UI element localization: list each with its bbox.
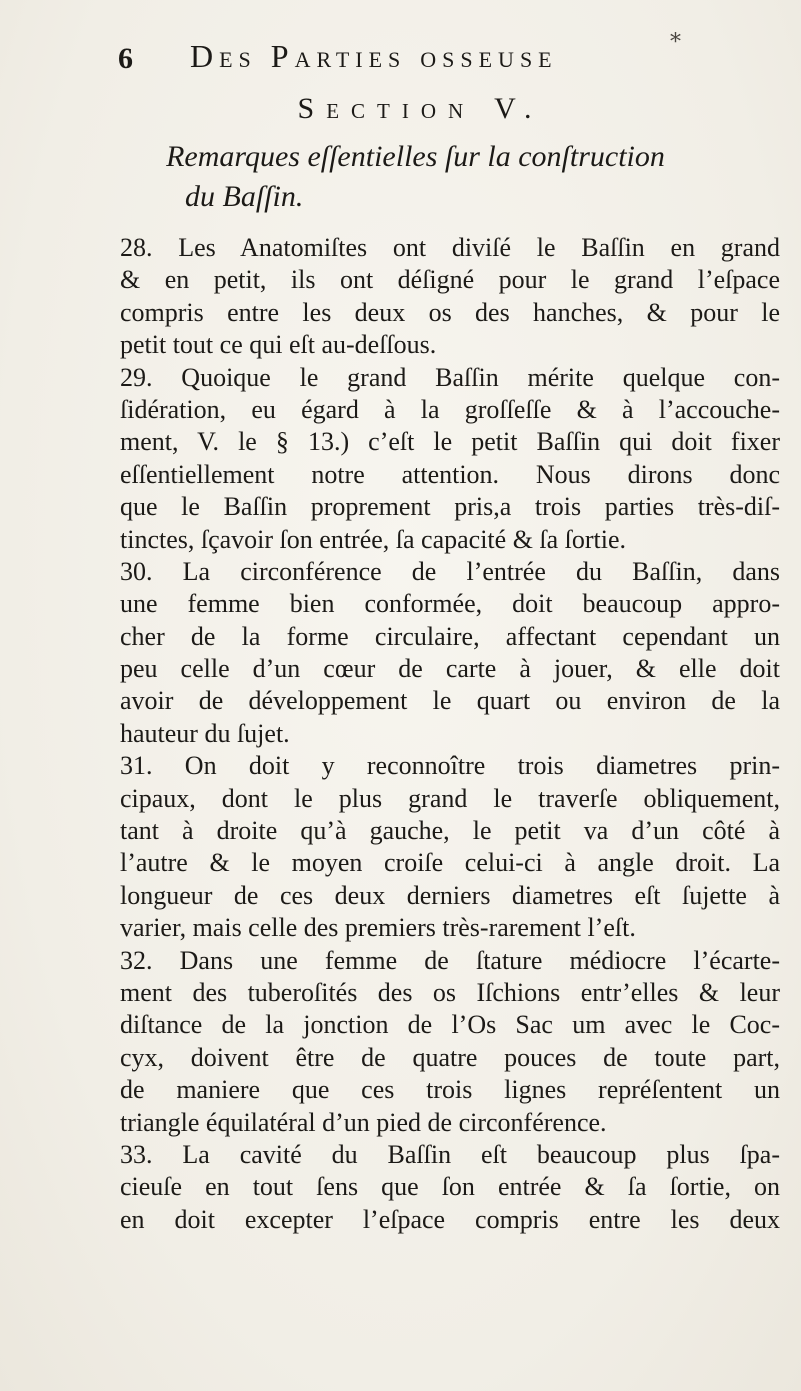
- text-line: 30. La circonférence de l’entrée du Baſſin, dans: [120, 556, 780, 586]
- text-line: 31. On doit y reconnoître trois diametres prin-: [120, 751, 780, 781]
- text-line: cieuſe en tout ſens que ſon entrée & ſa ſortie, on: [120, 1172, 780, 1202]
- text-line: 32. Dans une femme de ſtature médiocre l’écarte-: [120, 945, 780, 975]
- text-line: tinctes, ſçavoir ſon entrée, ſa capacité & ſa ſortie.: [120, 524, 627, 554]
- text-line: eſſentiellement notre attention. Nous dirons donc: [120, 459, 780, 489]
- text-line: l’autre & le moyen croiſe celui-ci à angle droit. La: [120, 848, 780, 878]
- text-line: 33. La cavité du Baſſin eſt beaucoup plus ſpa-: [120, 1139, 780, 1169]
- text-line: triangle équilatéral d’un pied de circonférence.: [120, 1107, 607, 1137]
- section-subtitle-line-1: Remarques eſſentielles ſur la conſtruction: [166, 140, 665, 173]
- section-subtitle-line-2: du Baſſin.: [185, 180, 304, 213]
- text-line: avoir de développement le quart ou environ de la: [120, 686, 780, 716]
- text-line: petit tout ce qui eſt au-deſſous.: [120, 330, 437, 360]
- running-head: [118, 38, 758, 86]
- text-line: & en petit, ils ont déſigné pour le grand l’eſpace: [120, 265, 780, 295]
- text-line: une femme bien conformée, doit beaucoup appro-: [120, 589, 780, 619]
- text-line: que le Baſſin proprement pris,a trois parties très-diſ-: [120, 492, 780, 522]
- text-line: peu celle d’un cœur de carte à jouer, & elle doit: [120, 654, 780, 684]
- text-line: tant à droite qu’à gauche, le petit va d’un côté à: [120, 816, 780, 846]
- body-text: [120, 232, 780, 1236]
- text-line: 29. Quoique le grand Baſſin mérite quelque con-: [120, 362, 780, 392]
- text-line: cyx, doivent être de quatre pouces de toute part,: [120, 1042, 780, 1072]
- text-line: cipaux, dont le plus grand le traverſe obliquement,: [120, 783, 780, 813]
- text-line: en doit excepter l’eſpace compris entre les deux: [120, 1204, 780, 1234]
- text-line: 28. Les Anatomiſtes ont diviſé le Baſſin en grand: [120, 233, 780, 262]
- text-line: longueur de ces deux derniers diametres eſt ſujette à: [120, 880, 780, 910]
- running-head-title: Des Parties osseuse: [190, 38, 558, 74]
- text-line: ment des tuberoſités des os Iſchions entr’elles & leur: [120, 977, 780, 1007]
- page-number: 6: [118, 42, 133, 75]
- text-line: de maniere que ces trois lignes repréſentent un: [120, 1075, 780, 1105]
- section-heading: Section V.: [297, 92, 544, 125]
- text-line: diſtance de la jonction de l’Os Sac um avec le Coc-: [120, 1010, 780, 1040]
- text-line: ſidération, eu égard à la groſſeſſe & à l’accouche-: [120, 394, 780, 424]
- text-line: ment, V. le § 13.) c’eſt le petit Baſſin qui doit fixer: [120, 427, 780, 457]
- text-line: hauteur du ſujet.: [120, 718, 290, 748]
- stray-ink-mark: *: [670, 30, 681, 55]
- text-line: compris entre les deux os des hanches, & pour le: [120, 297, 780, 327]
- text-line: cher de la forme circulaire, affectant cependant un: [120, 621, 780, 651]
- text-line: varier, mais celle des premiers très-rarement l’eſt.: [120, 913, 636, 943]
